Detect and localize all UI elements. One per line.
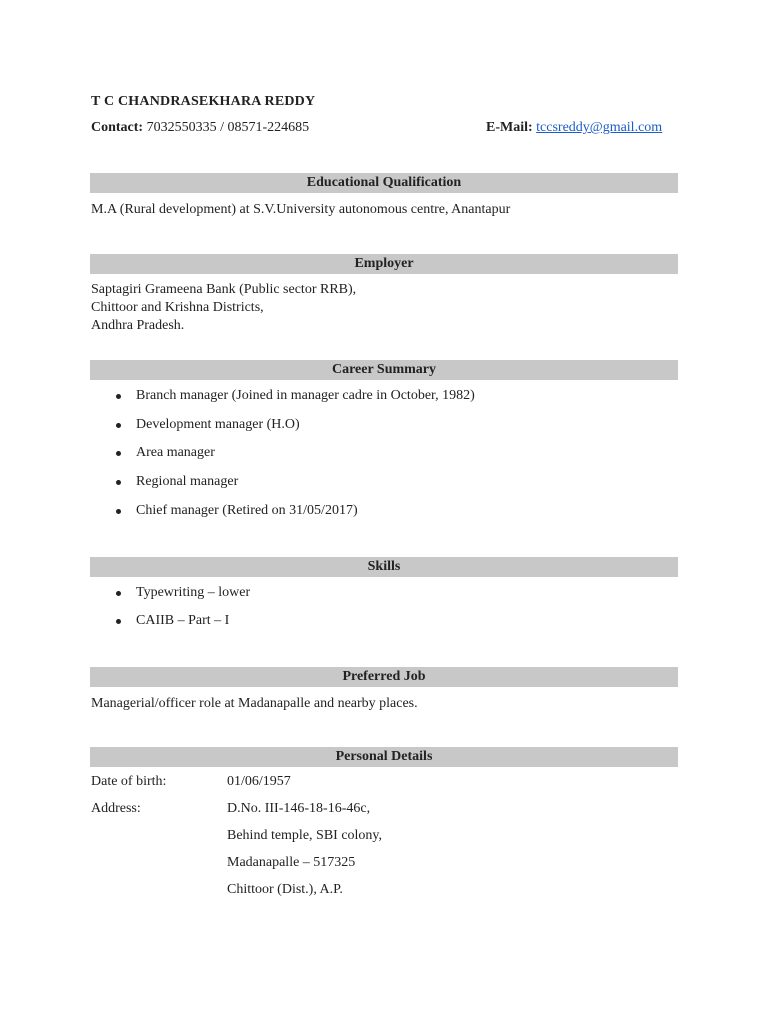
list-item: Chief manager (Retired on 31/05/2017) <box>136 503 358 518</box>
list-item: Development manager (H.O) <box>136 417 300 432</box>
address-line: D.No. III-146-18-16-46c, <box>227 801 371 816</box>
employer-block <box>91 281 356 335</box>
list-item: Regional manager <box>136 474 239 489</box>
preferred-job-heading: Preferred Job <box>90 667 678 687</box>
address-line: Chittoor (Dist.), A.P. <box>227 882 343 897</box>
employer-line: Saptagiri Grameena Bank (Public sector RRB), <box>91 282 357 297</box>
contact-value: 7032550335 / 08571-224685 <box>146 120 310 135</box>
contact-label: Contact: <box>91 120 144 135</box>
candidate-name: T C CHANDRASEKHARA REDDY <box>91 94 316 109</box>
address-line: Madanapalle – 517325 <box>227 855 356 870</box>
email-line <box>486 120 662 136</box>
address-label: Address: <box>91 801 141 816</box>
personal-details-heading: Personal Details <box>90 747 678 767</box>
list-item: Branch manager (Joined in manager cadre in October, 1982) <box>136 388 475 403</box>
employer-line: Chittoor and Krishna Districts, <box>91 300 264 315</box>
preferred-job-text: Managerial/officer role at Madanapalle and nearby places. <box>91 696 418 711</box>
email-link[interactable]: tccsreddy@gmail.com <box>536 120 663 135</box>
dob-value: 01/06/1957 <box>227 774 291 789</box>
employer-line: Andhra Pradesh. <box>91 318 185 333</box>
skills-heading: Skills <box>90 557 678 577</box>
list-item: Area manager <box>136 445 215 460</box>
address-line: Behind temple, SBI colony, <box>227 828 383 843</box>
contact-line <box>91 120 309 136</box>
list-item: CAIIB – Part – I <box>136 613 230 628</box>
dob-label: Date of birth: <box>91 774 167 789</box>
email-label: E-Mail: <box>486 120 533 135</box>
career-heading: Career Summary <box>90 360 678 380</box>
education-heading: Educational Qualification <box>90 173 678 193</box>
education-text: M.A (Rural development) at S.V.University autonomous centre, Anantapur <box>91 202 511 217</box>
list-item: Typewriting – lower <box>136 585 251 600</box>
employer-heading: Employer <box>90 254 678 274</box>
